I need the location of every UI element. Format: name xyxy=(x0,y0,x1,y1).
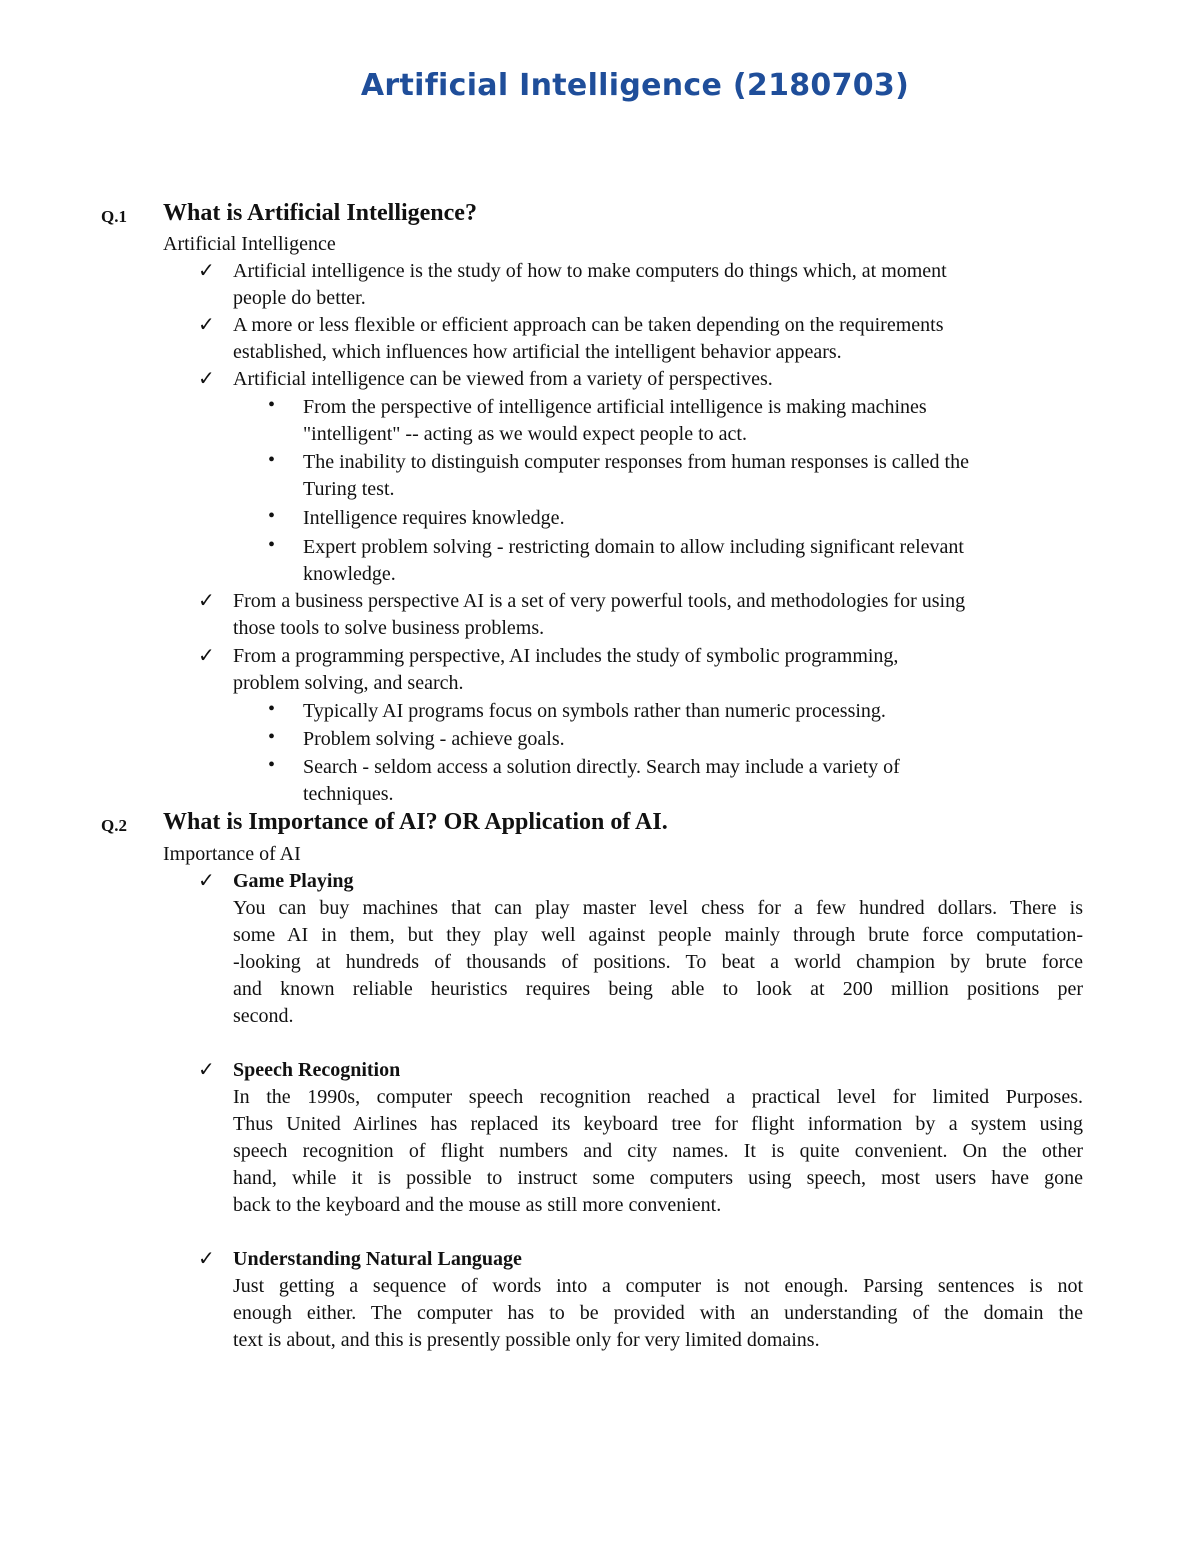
paragraph-line: In the 1990s, computer speech recognition reached a practical level for limited Purposes. xyxy=(233,1086,1083,1108)
list-item: Typically AI programs focus on symbols rather than numeric processing. xyxy=(303,700,886,722)
bullet-icon: • xyxy=(268,449,276,471)
checkmark-icon: ✓ xyxy=(198,590,215,612)
list-item-cont: "intelligent" -- acting as we would expect people to act. xyxy=(303,423,747,445)
paragraph-line: some AI in them, but they play well against people mainly through brute force computation- xyxy=(233,924,1083,946)
bullet-icon: • xyxy=(268,698,276,720)
list-item-cont: established, which influences how artificial the intelligent behavior appears. xyxy=(233,341,842,363)
question-number: Q.2 xyxy=(101,816,127,835)
list-item: From the perspective of intelligence artificial intelligence is making machines xyxy=(303,396,927,418)
question-number: Q.1 xyxy=(101,207,127,226)
section-heading: Game Playing xyxy=(233,870,354,892)
list-item: Artificial intelligence is the study of how to make computers do things which, at moment xyxy=(233,260,947,282)
section-heading: Understanding Natural Language xyxy=(233,1248,522,1270)
list-item: Artificial intelligence can be viewed from a variety of perspectives. xyxy=(233,368,773,390)
bullet-icon: • xyxy=(268,534,276,556)
list-item-cont: problem solving, and search. xyxy=(233,672,464,694)
list-item: From a programming perspective, AI includes the study of symbolic programming, xyxy=(233,645,899,667)
list-item-cont: knowledge. xyxy=(303,563,396,585)
question-text: What is Artificial Intelligence? xyxy=(163,200,477,226)
paragraph-line: You can buy machines that can play master level chess for a few hundred dollars. There is xyxy=(233,897,1083,919)
checkmark-icon: ✓ xyxy=(198,314,215,336)
checkmark-icon: ✓ xyxy=(198,1248,215,1270)
list-item-cont: Turing test. xyxy=(303,478,395,500)
paragraph-line: Thus United Airlines has replaced its keyboard tree for flight information by a system using xyxy=(233,1113,1083,1135)
paragraph-line: and known reliable heuristics requires being able to look at 200 million positions per xyxy=(233,978,1083,1000)
list-item-cont: those tools to solve business problems. xyxy=(233,617,545,639)
list-item: Problem solving - achieve goals. xyxy=(303,728,565,750)
checkmark-icon: ✓ xyxy=(198,368,215,390)
list-item: A more or less flexible or efficient approach can be taken depending on the requirements xyxy=(233,314,944,336)
bullet-icon: • xyxy=(268,754,276,776)
section-heading: Speech Recognition xyxy=(233,1059,401,1081)
list-item: Search - seldom access a solution directly. Search may include a variety of xyxy=(303,756,900,778)
paragraph-line: -looking at hundreds of thousands of positions. To beat a world champion by brute force xyxy=(233,951,1083,973)
subheading: Importance of AI xyxy=(163,843,301,865)
paragraph-line: second. xyxy=(233,1005,294,1027)
list-item: From a business perspective AI is a set of very powerful tools, and methodologies for using xyxy=(233,590,966,612)
document-title: Artificial Intelligence (2180703) xyxy=(360,68,910,103)
list-item: The inability to distinguish computer responses from human responses is called the xyxy=(303,451,969,473)
paragraph-line: hand, while it is possible to instruct some computers using speech, most users have gone xyxy=(233,1167,1083,1189)
subheading: Artificial Intelligence xyxy=(163,233,336,255)
list-item: Expert problem solving - restricting domain to allow including significant relevant xyxy=(303,536,964,558)
question-text: What is Importance of AI? OR Application of AI. xyxy=(163,809,668,835)
bullet-icon: • xyxy=(268,394,276,416)
checkmark-icon: ✓ xyxy=(198,645,215,667)
paragraph-line: text is about, and this is presently possible only for very limited domains. xyxy=(233,1329,820,1351)
paragraph-line: speech recognition of flight numbers and city names. It is quite convenient. On the other xyxy=(233,1140,1083,1162)
paragraph-line: back to the keyboard and the mouse as still more convenient. xyxy=(233,1194,722,1216)
checkmark-icon: ✓ xyxy=(198,870,215,892)
paragraph-line: enough either. The computer has to be provided with an understanding of the domain the xyxy=(233,1302,1083,1324)
checkmark-icon: ✓ xyxy=(198,260,215,282)
checkmark-icon: ✓ xyxy=(198,1059,215,1081)
bullet-icon: • xyxy=(268,505,276,527)
paragraph-line: Just getting a sequence of words into a computer is not enough. Parsing sentences is not xyxy=(233,1275,1083,1297)
list-item-cont: techniques. xyxy=(303,783,394,805)
bullet-icon: • xyxy=(268,726,276,748)
list-item: Intelligence requires knowledge. xyxy=(303,507,565,529)
list-item-cont: people do better. xyxy=(233,287,366,309)
